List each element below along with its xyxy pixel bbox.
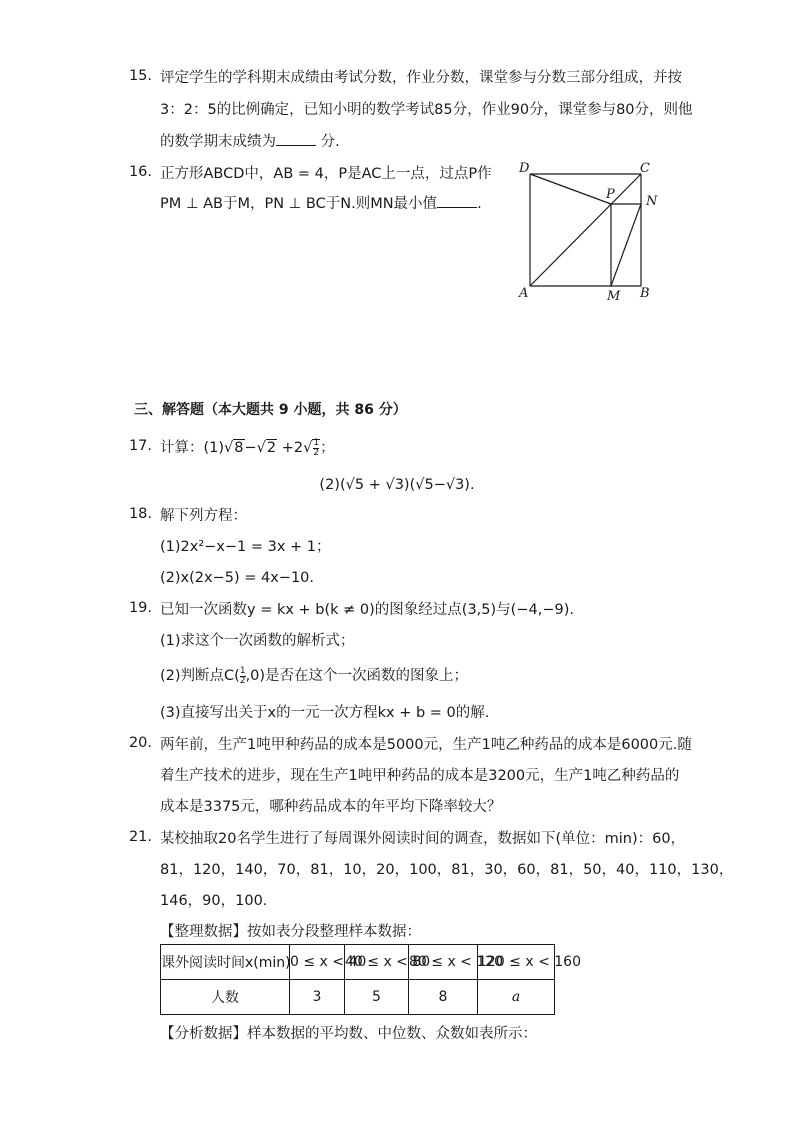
q16-line2-text: PM ⊥ AB于M，PN ⊥ BC于N.则MN最小值 (160, 196, 438, 212)
q17-radicand-b: 2 (266, 440, 277, 456)
q17-radicand-a: 8 (234, 440, 244, 456)
label-n: N (646, 194, 658, 209)
q21-organize-heading: 【整理数据】按如表分段整理样本数据： (160, 924, 421, 940)
segment-dp (530, 174, 611, 204)
q19-number: 19. (128, 600, 152, 616)
q21-segment-table (160, 944, 581, 1015)
q21-line3: 146，90，100. (160, 893, 268, 909)
q18-number: 18. (128, 506, 152, 522)
table-row (161, 980, 555, 1015)
q15-line3-end: 分. (320, 134, 340, 150)
q17-part1: 计算：(1)√8−√2 +2√ $\frac{1}{2}$ ； (160, 437, 335, 458)
table-header-cell: 0 ≤ x < 40 (290, 945, 345, 980)
table-cell: a (478, 980, 555, 1015)
q16-line1: 正方形ABCD中，AB = 4，P是AC上一点，过点P作 (160, 166, 492, 182)
table-cell: 5 (345, 980, 409, 1015)
table-cell: 8 (409, 980, 478, 1015)
q18-title: 解下列方程： (160, 508, 247, 524)
diagonal-ac (530, 174, 641, 286)
q20-line1: 两年前，生产1吨甲种药品的成本是5000元，生产1吨乙种药品的成本是6000元.随 (160, 737, 692, 753)
q15-line1: 评定学生的学科期末成绩由考试分数，作业分数，课堂参与分数三部分组成，并按 (160, 70, 682, 86)
segment-mn (611, 204, 641, 286)
q19-part3: (3)直接写出关于x的一元一次方程kx + b = 0的解. (160, 705, 490, 721)
table-header-cell: 120 ≤ x < 160 (478, 945, 555, 980)
q17-fraction: $\frac{1}{2}$ (313, 437, 320, 458)
q15-answer-blank[interactable] (276, 131, 316, 146)
table-cell: 3 (290, 980, 345, 1015)
q18-part2: (2)x(2x−5) = 4x−10. (160, 570, 314, 586)
table-header-row (161, 945, 555, 980)
table-header-cell: 40 ≤ x < 80 (345, 945, 409, 980)
section-3-title: 三、解答题（本大题共 9 小题，共 86 分） (134, 402, 407, 418)
q18-part1: (1)2x²−x−1 = 3x + 1； (160, 539, 331, 555)
q15-line3-text: 的数学期末成绩为 (160, 134, 276, 150)
q17-part2: (2)(√5 + √3)(√5−√3). (319, 477, 475, 493)
q15-number: 15. (128, 68, 152, 84)
table-row-label: 人数 (161, 980, 290, 1015)
q19-part2 (160, 666, 468, 686)
square-geometry-figure (510, 158, 670, 306)
q21-line2: 81，120，140，70，81，10，20，100，81，30，60，81，50，40，110，130， (160, 862, 734, 878)
table-header-cell: 80 ≤ x < 120 (409, 945, 478, 980)
table-header-cell: 课外阅读时间x(min) (161, 945, 290, 980)
q16-line2-end: . (477, 196, 482, 212)
q15-line3 (160, 131, 340, 152)
q21-number: 21. (128, 829, 152, 845)
q19-line1: 已知一次函数y = kx + b(k ≠ 0)的图象经过点(3,5)与(−4,−9). (160, 602, 574, 618)
label-b: B (640, 286, 650, 301)
q19-part2-pre: (2)判断点C( (160, 668, 240, 684)
q21-analyze-heading: 【分析数据】样本数据的平均数、中位数、众数如表所示： (160, 1026, 537, 1042)
q19-part2-post: ,0)是否在这个一次函数的图象上； (245, 668, 469, 684)
q19-fraction: $\frac{1}{2}$ (239, 665, 246, 686)
q17-number: 17. (128, 438, 152, 454)
label-d: D (519, 161, 530, 176)
q16-answer-blank[interactable] (437, 193, 477, 208)
label-c: C (640, 161, 650, 176)
q20-line2: 着生产技术的进步，现在生产1吨甲种药品的成本是3200元，生产1吨乙种药品的 (160, 768, 680, 784)
q19-part1: (1)求这个一次函数的解析式； (160, 633, 355, 649)
label-a: A (519, 286, 529, 301)
q17-coefficient: +2 (281, 440, 304, 456)
q20-line3: 成本是3375元，哪种药品成本的年平均下降率较大？ (160, 799, 502, 815)
q16-line2 (160, 193, 482, 214)
label-p: P (606, 187, 615, 202)
q17-part1-end: ； (320, 440, 335, 456)
q16-number: 16. (128, 164, 152, 180)
label-m: M (607, 289, 621, 304)
q21-line1: 某校抽取20名学生进行了每周课外阅读时间的调查，数据如下(单位：min)：60， (160, 831, 686, 847)
q20-number: 20. (128, 735, 152, 751)
q17-prefix: 计算：(1) (160, 440, 225, 456)
q15-line2: 3：2：5的比例确定，已知小明的数学考试85分，作业90分，课堂参与80分，则他 (160, 102, 693, 118)
